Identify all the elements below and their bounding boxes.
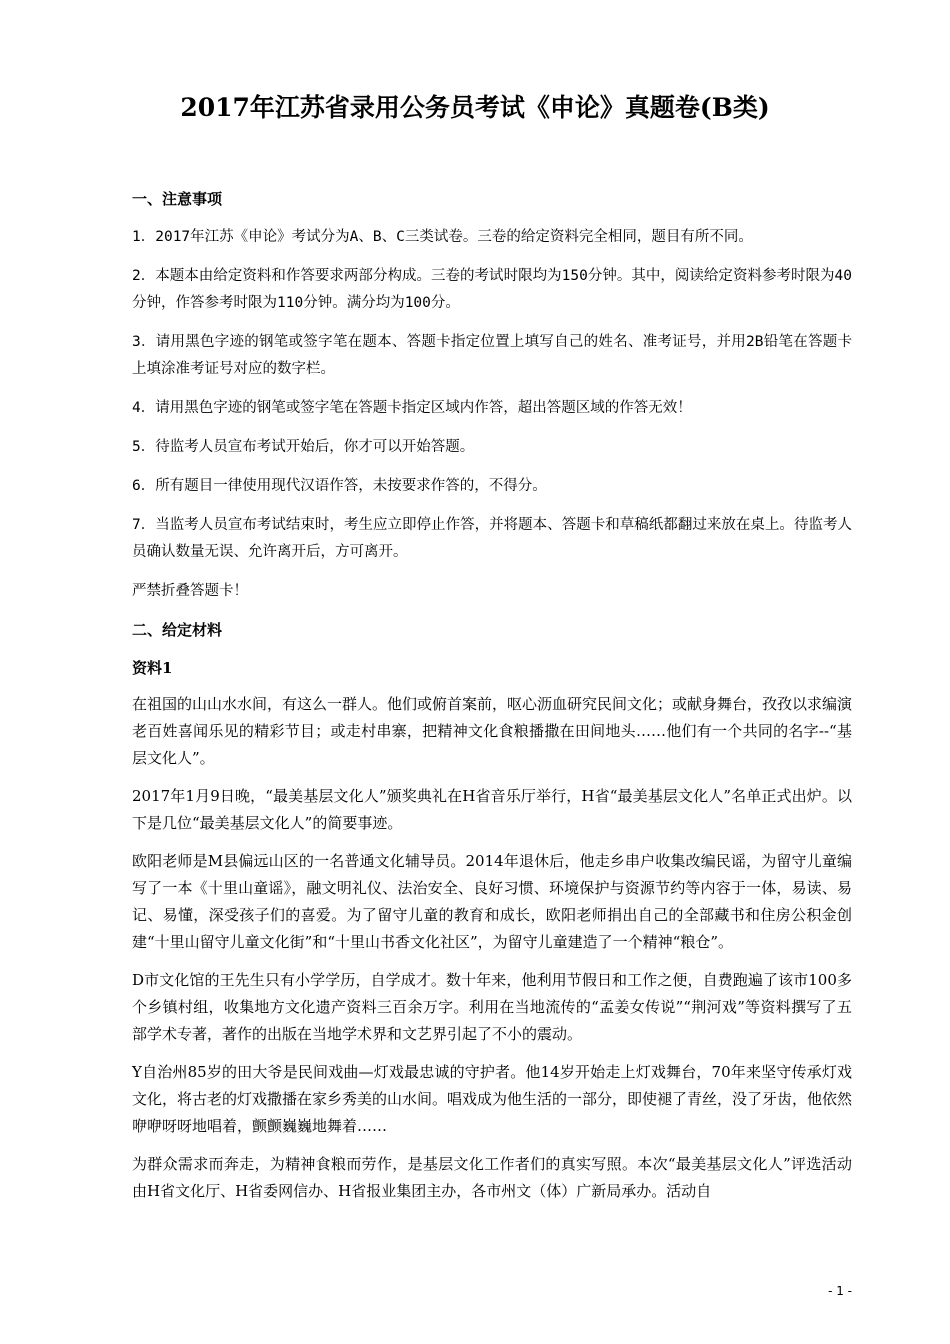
material-1-heading: 资料1 xyxy=(132,659,173,677)
materials-section xyxy=(132,617,852,1205)
material-paragraph: D市文化馆的王先生只有小学学历，自学成才。数十年来，他利用节假日和工作之便，自费跑遍了该市100多个乡镇村组，收集地方文化遗产资料三百余万字。利用在当地流传的“孟姜女传说”“荆河戏”等资料撰写了五部学术专著，著作的出版在当地学术界和文艺界引起了不小的震动。 xyxy=(132,971,852,1043)
document-body xyxy=(132,186,852,1216)
material-paragraph: Y自治州85岁的田大爷是民间戏曲—灯戏最忠诚的守护者。他14岁开始走上灯戏舞台，70年来坚守传承灯戏文化，将古老的灯戏撒播在家乡秀美的山水间。唱戏成为他生活的一部分，即使褪了青丝，没了牙齿，他依然咿咿呀呀地唱着，颤颤巍巍地舞着…… xyxy=(132,1063,853,1135)
notice-item: 1．2017年江苏《申论》考试分为A、B、C三类试卷。三卷的给定资料完全相同，题目有所不同。 xyxy=(132,229,753,245)
notice-item: 5．待监考人员宣布考试开始后，你才可以开始答题。 xyxy=(132,439,475,455)
notice-item: 6．所有题目一律使用现代汉语作答，未按要求作答的，不得分。 xyxy=(132,478,547,494)
document-title: 2017年江苏省录用公务员考试《申论》真题卷(B类) xyxy=(180,93,770,122)
notice-item: 2．本题本由给定资料和作答要求两部分构成。三卷的考试时限均为150分钟。其中，阅读给定资料参考时限为40分钟，作答参考时限为110分钟。满分均为100分。 xyxy=(132,268,852,311)
material-paragraph: 为群众需求而奔走，为精神食粮而劳作，是基层文化工作者们的真实写照。本次“最美基层文化人”评选活动由H省文化厅、H省委网信办、H省报业集团主办，各市州文（体）广新局承办。活动自 xyxy=(132,1155,852,1200)
material-paragraph: 2017年1月9日晚，“最美基层文化人”颁奖典礼在H省音乐厅举行，H省“最美基层文化人”名单正式出炉。以下是几位“最美基层文化人”的简要事迹。 xyxy=(132,787,852,832)
material-paragraph: 在祖国的山山水水间，有这么一群人。他们或俯首案前，呕心沥血研究民间文化；或献身舞台，孜孜以求编演老百姓喜闻乐见的精彩节目；或走村串寨，把精神文化食粮播撒在田间地头……他们有一个共同的名字--“基层文化人”。 xyxy=(132,695,853,767)
notice-item: 4．请用黑色字迹的钢笔或签字笔在答题卡指定区域内作答，超出答题区域的作答无效！ xyxy=(132,400,692,416)
materials-heading: 二、给定材料 xyxy=(132,621,223,639)
notice-warning: 严禁折叠答题卡！ xyxy=(132,583,248,599)
notice-section xyxy=(132,186,852,605)
notice-heading: 一、注意事项 xyxy=(132,190,223,208)
notice-item: 7．当监考人员宣布考试结束时，考生应立即停止作答，并将题本、答题卡和草稿纸都翻过来放在桌上。待监考人员确认数量无误、允许离开后，方可离开。 xyxy=(132,517,852,560)
notice-item: 3．请用黑色字迹的钢笔或签字笔在题本、答题卡指定位置上填写自己的姓名、准考证号，并用2B铅笔在答题卡上填涂准考证号对应的数字栏。 xyxy=(132,334,852,377)
material-paragraph: 欧阳老师是M县偏远山区的一名普通文化辅导员。2014年退休后，他走乡串户收集改编民谣，为留守儿童编写了一本《十里山童谣》，融文明礼仪、法治安全、良好习惯、环境保护与资源节约等内容于一体，易读、易记、易懂，深受孩子们的喜爱。为了留守儿童的教育和成长，欧阳老师捐出自己的全部藏书和住房公积金创建“十里山留守儿童文化街”和“十里山书香文化社区”，为留守儿童建造了一个精神“粮仓”。 xyxy=(132,852,852,951)
page-number: - 1 - xyxy=(828,1284,852,1298)
